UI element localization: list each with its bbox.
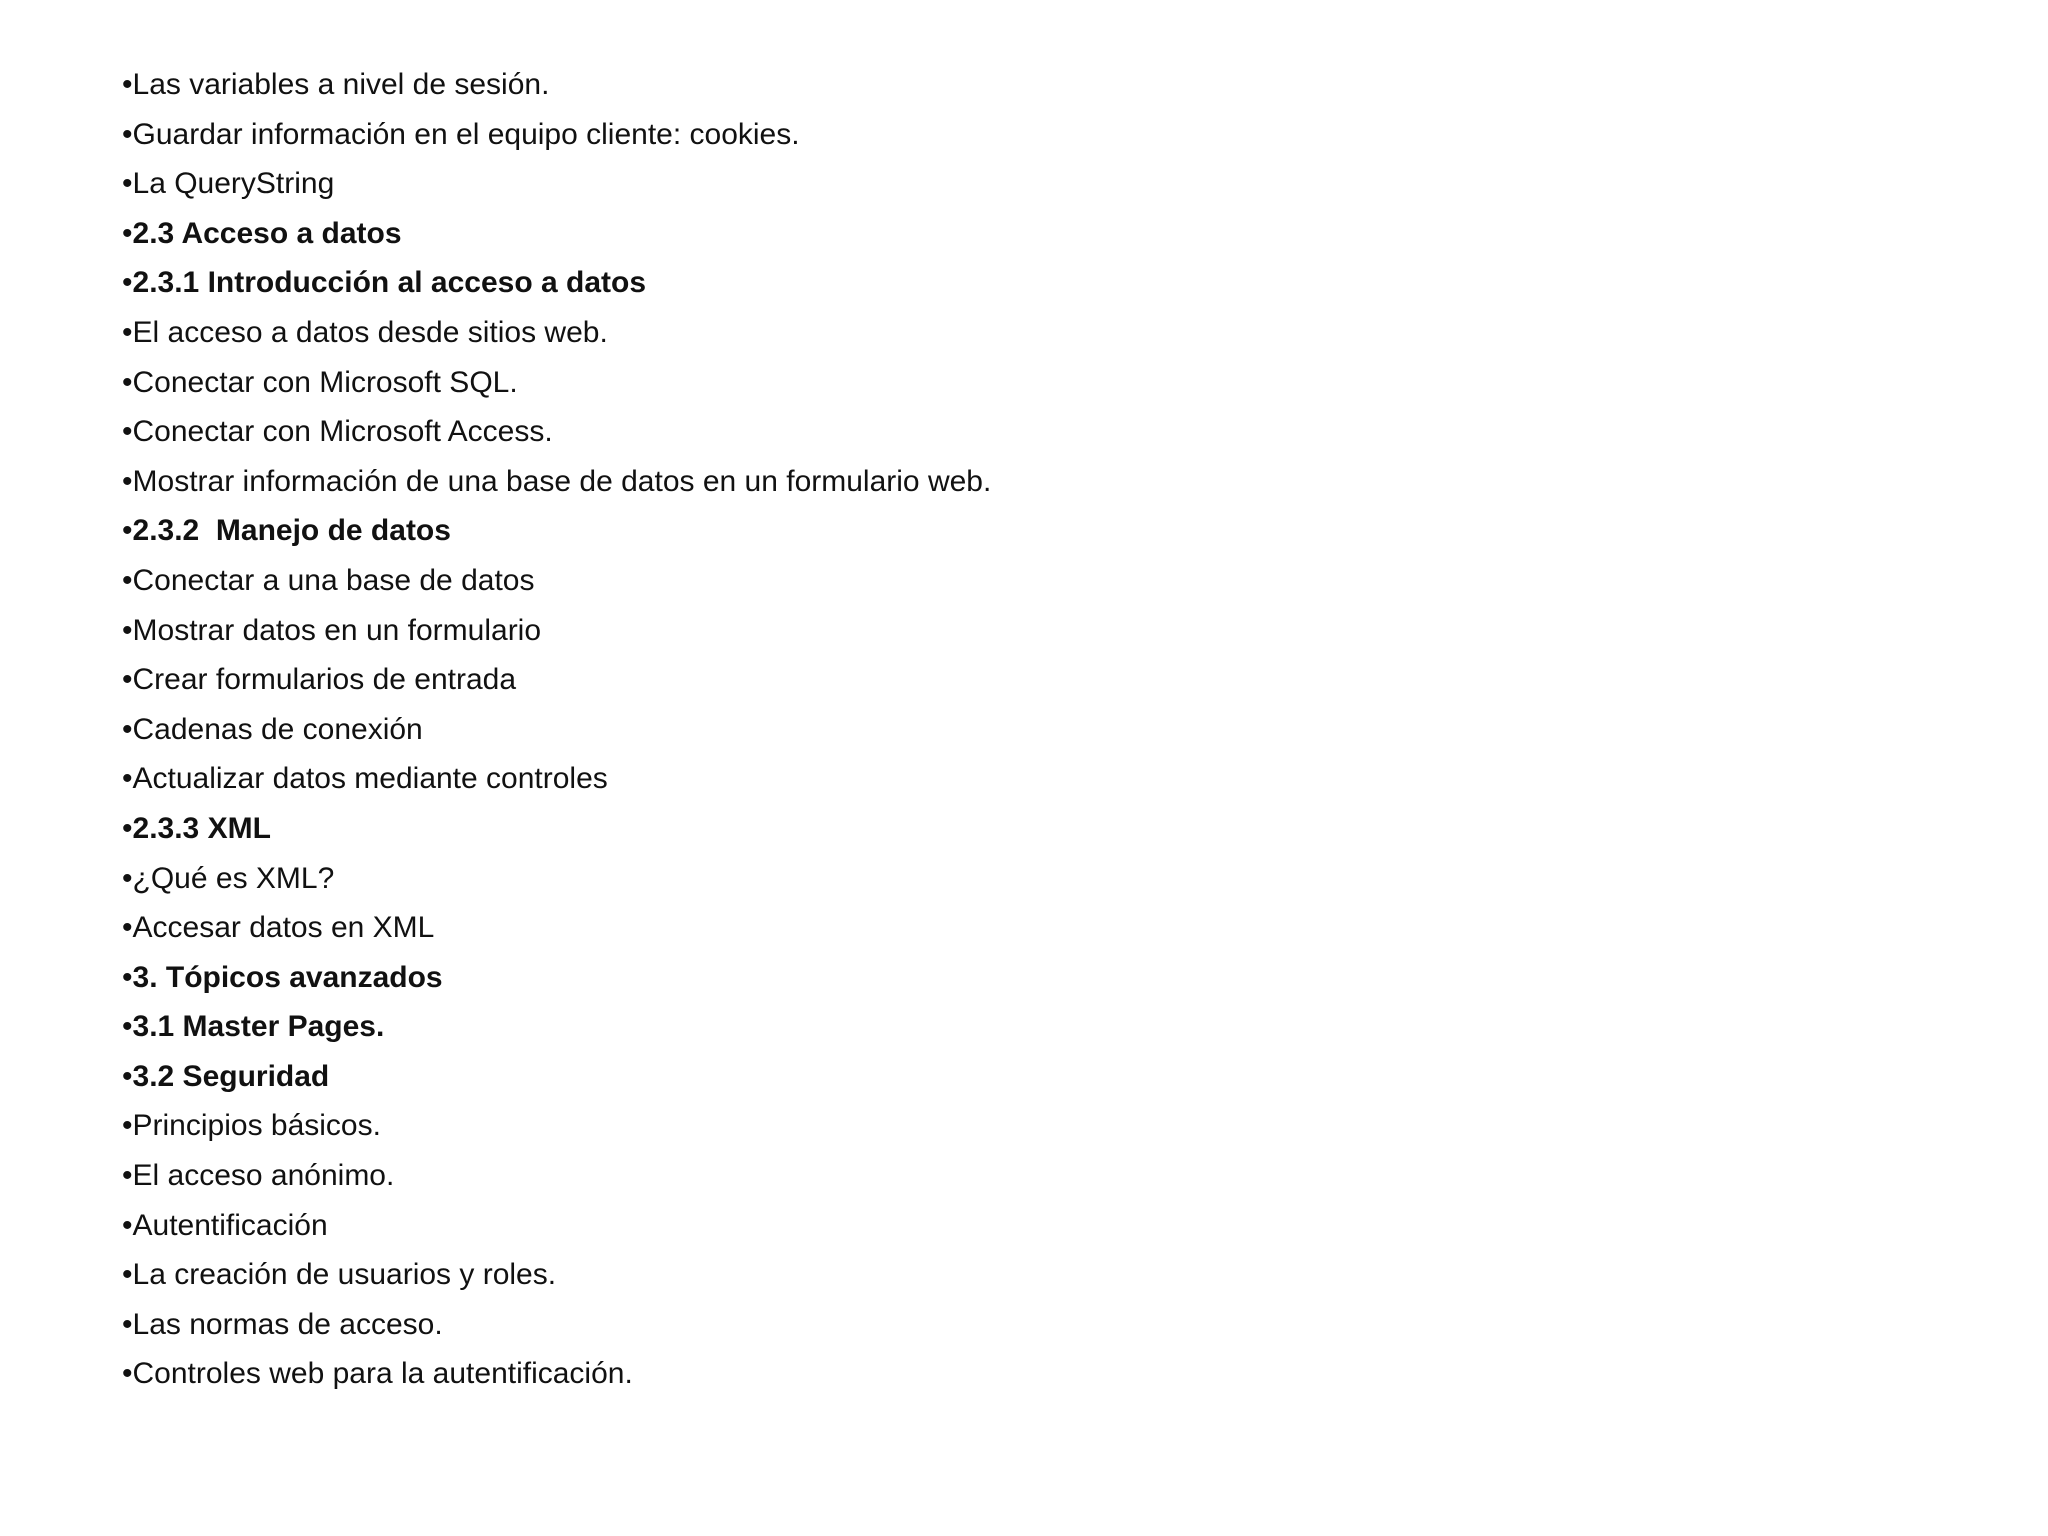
bullet: •	[122, 464, 133, 498]
item-text: Actualizar datos mediante controles	[132, 762, 608, 796]
list-item	[122, 1101, 991, 1151]
item-text: ¿Qué es XML?	[132, 861, 335, 895]
bullet: •	[122, 762, 133, 796]
item-text: 3.2 Seguridad	[132, 1059, 330, 1093]
list-item	[122, 1151, 991, 1201]
list-item	[122, 1349, 991, 1399]
item-text: Las variables a nivel de sesión.	[132, 68, 550, 101]
bullet: •	[122, 1357, 133, 1391]
bullet: •	[122, 1258, 133, 1292]
bullet: •	[122, 365, 133, 399]
item-text: Controles web para la autentificación.	[132, 1357, 633, 1391]
outline-list	[122, 60, 991, 1399]
item-text: 2.3.2 Manejo de datos	[132, 514, 451, 548]
list-item	[122, 407, 991, 457]
list-item	[122, 209, 991, 259]
list-item	[122, 804, 991, 854]
bullet: •	[122, 1010, 133, 1044]
list-item	[122, 457, 991, 507]
list-item	[122, 655, 991, 705]
list-item	[122, 903, 991, 953]
list-item	[122, 159, 991, 209]
item-text: La creación de usuarios y roles.	[132, 1258, 557, 1292]
list-item	[122, 953, 991, 1003]
bullet: •	[122, 563, 133, 597]
bullet: •	[122, 1059, 133, 1093]
bullet: •	[122, 117, 133, 151]
item-text: 2.3.1 Introducción al acceso a datos	[132, 266, 647, 300]
item-text: 2.3 Acceso a datos	[132, 216, 402, 250]
list-item	[122, 1052, 991, 1102]
item-text: Mostrar datos en un formulario	[132, 613, 542, 647]
bullet: •	[122, 1109, 133, 1143]
list-item	[122, 754, 991, 804]
bullet: •	[122, 167, 133, 201]
bullet: •	[122, 415, 133, 449]
item-text: El acceso a datos desde sitios web.	[132, 315, 608, 349]
bullet: •	[122, 315, 133, 349]
bullet: •	[122, 1208, 133, 1242]
bullet: •	[122, 811, 133, 845]
item-text: Autentificación	[132, 1208, 328, 1242]
item-text: 3.1 Master Pages.	[132, 1010, 385, 1044]
item-text: Accesar datos en XML	[132, 911, 435, 945]
item-text: Principios básicos.	[132, 1109, 381, 1143]
item-text: Las normas de acceso.	[132, 1307, 443, 1341]
bullet: •	[122, 911, 133, 945]
list-item	[122, 60, 991, 110]
bullet: •	[122, 514, 133, 548]
item-text: Conectar a una base de datos	[132, 563, 535, 597]
bullet: •	[122, 1159, 133, 1193]
list-item	[122, 1201, 991, 1251]
list-item	[122, 1002, 991, 1052]
item-text: Conectar con Microsoft Access.	[132, 415, 553, 449]
list-item	[122, 110, 991, 160]
bullet: •	[122, 861, 133, 895]
bullet: •	[122, 960, 133, 994]
bullet: •	[122, 663, 133, 697]
bullet: •	[122, 1307, 133, 1341]
list-item	[122, 506, 991, 556]
list-item	[122, 308, 991, 358]
item-text: 3. Tópicos avanzados	[132, 960, 443, 994]
item-text: Mostrar información de una base de datos en un formulario web.	[132, 464, 992, 498]
bullet: •	[122, 216, 133, 250]
list-item	[122, 854, 991, 904]
item-text: Crear formularios de entrada	[132, 663, 517, 697]
item-text: El acceso anónimo.	[132, 1159, 395, 1193]
list-item	[122, 606, 991, 656]
item-text: Conectar con Microsoft SQL.	[132, 365, 518, 399]
list-item	[122, 258, 991, 308]
list-item	[122, 705, 991, 755]
item-text: 2.3.3 XML	[132, 811, 271, 845]
list-item	[122, 1300, 991, 1350]
list-item	[122, 358, 991, 408]
item-text: Guardar información en el equipo cliente: cookies.	[132, 117, 800, 151]
bullet: •	[122, 613, 133, 647]
item-text: La QueryString	[132, 167, 335, 201]
bullet: •	[122, 68, 133, 101]
bullet: •	[122, 712, 133, 746]
bullet: •	[122, 266, 133, 300]
list-item	[122, 1250, 991, 1300]
item-text: Cadenas de conexión	[132, 712, 423, 746]
list-item	[122, 556, 991, 606]
